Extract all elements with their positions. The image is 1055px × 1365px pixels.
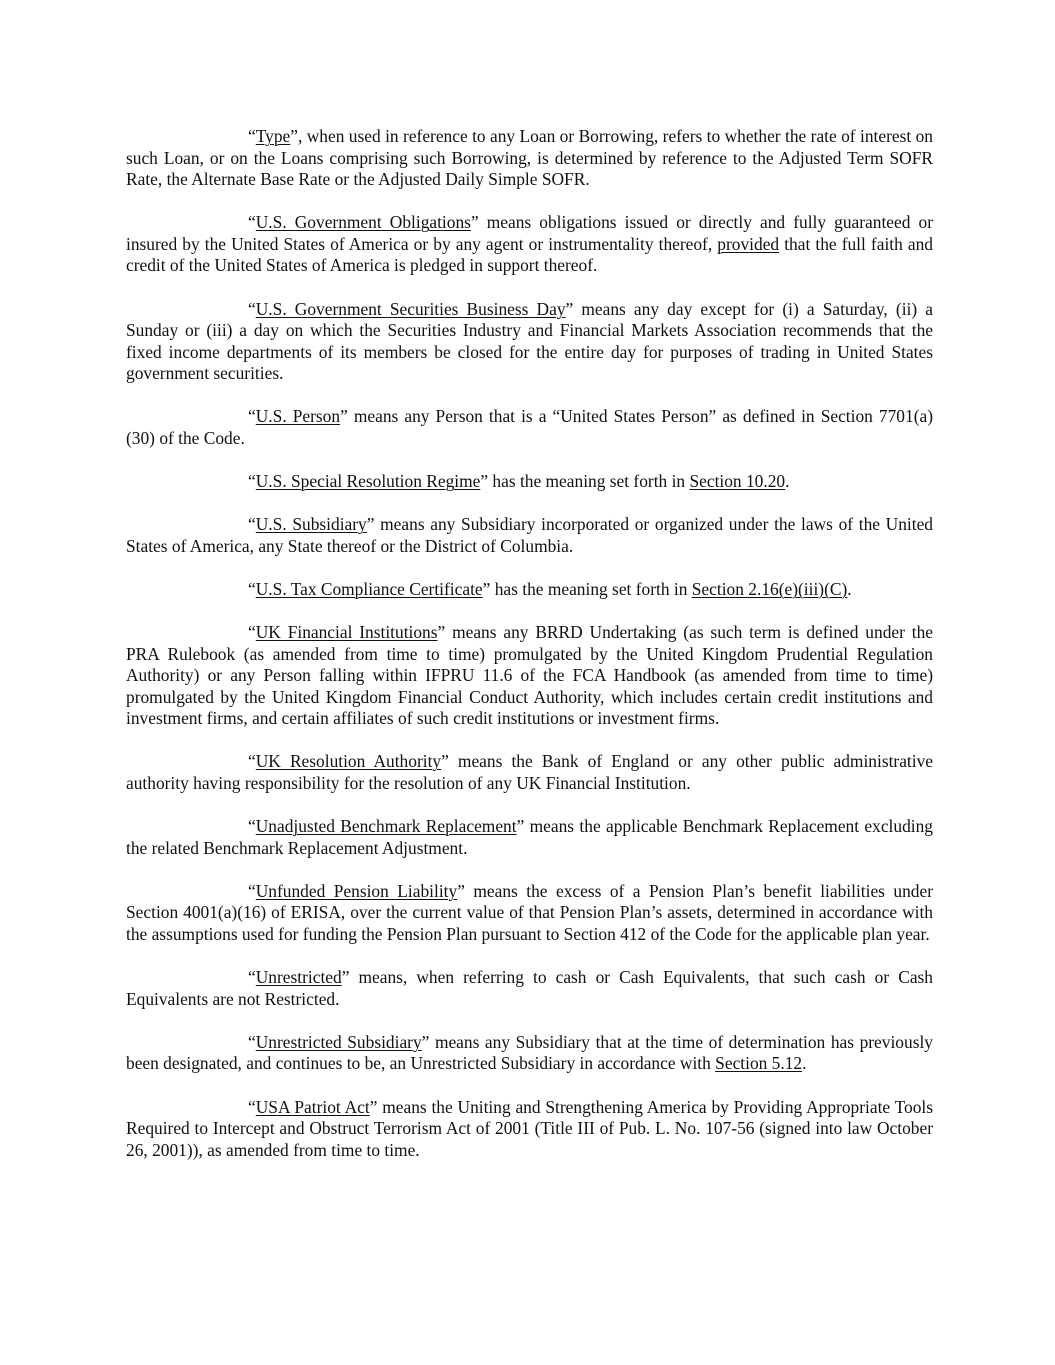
underlined-proviso: provided (717, 233, 780, 254)
definition-paragraph (126, 1032, 933, 1075)
definition-text: ” means the applicable Benchmark Replacement excluding the related Benchmark Replacement Adjustment. (126, 816, 934, 858)
definition-paragraph (126, 967, 933, 1010)
definition-paragraph (126, 471, 933, 493)
definition-text: ” means any Person that is a “United States Person” as defined in Section 7701(a)(30) of the Code. (126, 406, 933, 449)
definition-text: ” means the Uniting and Strengthening America by Providing Appropriate Tools Required to Intercept and Obstruct Terrorism Act of 2001 (Title III of Pub. L. No. 107-56 (signed into law October 26, 2001)), as amended from time to time. (126, 1096, 934, 1160)
definition-text: ” has the meaning set forth in (482, 578, 692, 599)
defined-term: U.S. Subsidiary (255, 514, 367, 535)
open-quote: “ (248, 212, 256, 233)
definition-paragraph (126, 212, 933, 277)
definition-text: ” means any Subsidiary that at the time of determination has previously been designated, and continues to be, an Unrestricted Subsidiary in accordance with (126, 1031, 933, 1074)
definition-text-after: . (802, 1053, 807, 1074)
open-quote: “ (248, 406, 256, 427)
open-quote: “ (248, 1096, 256, 1117)
open-quote: “ (248, 622, 256, 642)
defined-term: Unrestricted Subsidiary (255, 1031, 422, 1052)
definition-paragraph (126, 751, 933, 794)
defined-term: Unrestricted (255, 967, 342, 988)
definition-text: ” means obligations issued or directly and fully guaranteed or insured by the United States of America or by any agent or instrumentality thereof, (126, 212, 933, 254)
defined-term: Unadjusted Benchmark Replacement (255, 816, 517, 837)
section-reference: Section 10.20 (689, 471, 786, 492)
defined-term: U.S. Government Obligations (255, 212, 471, 233)
defined-term: U.S. Government Securities Business Day (255, 298, 566, 319)
section-reference: Section 2.16(e)(iii)(C) (691, 578, 848, 599)
open-quote: “ (248, 578, 256, 599)
defined-term: Unfunded Pension Liability (255, 880, 458, 901)
definition-paragraph (126, 816, 933, 859)
definition-paragraph (126, 299, 933, 385)
defined-term: USA Patriot Act (255, 1096, 370, 1117)
definition-text: ” means any Subsidiary incorporated or organized under the laws of the United States of America, any State thereof or the District of Columbia. (126, 514, 934, 556)
definition-paragraph (126, 579, 933, 601)
open-quote: “ (248, 514, 256, 535)
definition-text: ”, when used in reference to any Loan or Borrowing, refers to whether the rate of interest on such Loan, or on the Loans comprising such Borrowing, is determined by reference to the Adjusted Term SOFR Rate, the Alternate Base Rate or the Adjusted Daily Simple SOFR. (126, 126, 933, 190)
definition-text-after: . (847, 578, 852, 599)
open-quote: “ (248, 1031, 256, 1052)
open-quote: “ (248, 880, 256, 901)
open-quote: “ (248, 298, 256, 319)
section-reference: Section 5.12 (715, 1053, 803, 1074)
open-quote: “ (248, 816, 256, 837)
definition-text: ” means any BRRD Undertaking (as such term is defined under the PRA Rulebook (as amended from time to time) promulgated by the United Kingdom Prudential Regulation Authority) or any Person falling within IFPRU 11.6 of the FCA Handbook (as amended from time to time) promulgated by the United Kingdom Financial Conduct Authority, which includes certain credit institutions and investment firms, and certain affiliates of such credit institutions or investment firms. (126, 622, 933, 729)
document-page (126, 126, 933, 1183)
definition-text: ” means any day except for (i) a Saturday, (ii) a Sunday or (iii) a day on which the Securities Industry and Financial Markets Association recommends that the fixed income departments of its members be closed for the entire day for purposes of trading in United States government securities. (126, 298, 933, 384)
definition-paragraph (126, 1097, 933, 1162)
defined-term: U.S. Tax Compliance Certificate (255, 578, 483, 599)
definition-text: ” means the Bank of England or any other public administrative authority having responsibility for the resolution of any UK Financial Institution. (126, 751, 934, 794)
defined-term: U.S. Person (255, 406, 341, 427)
definition-paragraph (126, 514, 933, 557)
definition-text-after: that the full faith and credit of the United States of America is pledged in support thereof. (126, 233, 933, 276)
definition-paragraph (126, 126, 933, 191)
definition-text: ” has the meaning set forth in (480, 471, 690, 492)
definition-paragraph (126, 622, 933, 730)
definition-paragraph (126, 406, 933, 449)
defined-term: UK Resolution Authority (255, 751, 442, 772)
definition-text: ” means, when referring to cash or Cash Equivalents, that such cash or Cash Equivalents are not Restricted. (126, 967, 933, 1009)
open-quote: “ (248, 751, 256, 772)
open-quote: “ (248, 471, 256, 492)
definition-text: ” means the excess of a Pension Plan’s benefit liabilities under Section 4001(a)(16) of ERISA, over the current value of that Pension Plan’s assets, determined in accordance with the assumptions used for funding the Pension Plan pursuant to Section 412 of the Code for the applicable plan year. (126, 880, 934, 945)
open-quote: “ (248, 967, 256, 988)
defined-term: UK Financial Institutions (255, 622, 438, 642)
definition-text-after: . (785, 471, 790, 492)
definition-paragraph (126, 881, 933, 946)
open-quote: “ (248, 126, 256, 146)
defined-term: U.S. Special Resolution Regime (255, 471, 481, 492)
defined-term: Type (255, 126, 291, 146)
